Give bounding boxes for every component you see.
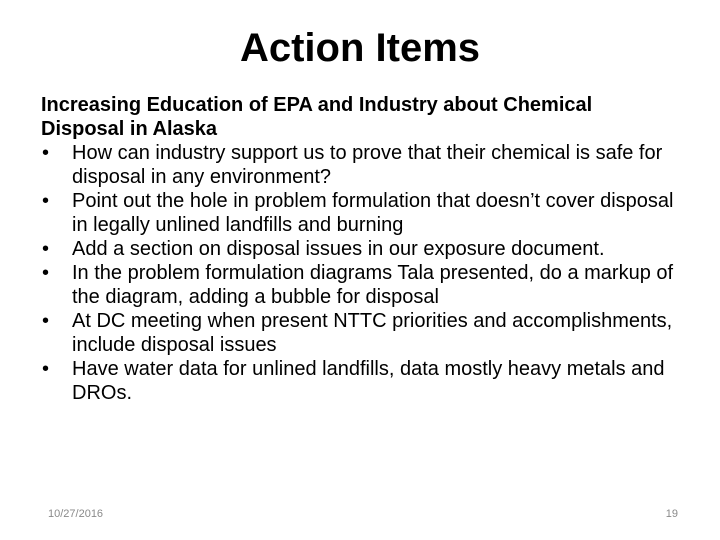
slide-number: 19	[665, 508, 678, 520]
bullet-item	[41, 309, 681, 357]
section-heading: Increasing Education of EPA and Industry about Chemical Disposal in Alaska	[41, 94, 593, 140]
footer-date: 10/27/2016	[48, 508, 104, 520]
bullet-item	[41, 261, 681, 309]
bullet-text: In the problem formulation diagrams Tala presented, do a markup of the diagram, adding a bubble for disposal	[72, 262, 674, 308]
bullet-text: Point out the hole in problem formulation that doesn’t cover disposal in legally unlined landfills and burning	[72, 190, 674, 236]
bullet-dot-icon: •	[42, 142, 50, 164]
bullet-text: Add a section on disposal issues in our exposure document.	[72, 238, 605, 260]
bullet-item	[41, 141, 681, 189]
bullet-dot-icon: •	[42, 262, 50, 284]
bullet-dot-icon: •	[42, 238, 50, 260]
bullet-item	[41, 189, 681, 237]
bullet-dot-icon: •	[42, 358, 50, 380]
bullet-text: How can industry support us to prove that their chemical is safe for disposal in any environment?	[72, 142, 663, 188]
bullet-dot-icon: •	[42, 310, 50, 332]
bullet-list	[41, 141, 681, 405]
slide-body	[41, 93, 681, 405]
bullet-item	[41, 357, 681, 405]
slide-title: Action Items	[239, 26, 481, 70]
bullet-text: At DC meeting when present NTTC priorities and accomplishments, include disposal issues	[72, 310, 673, 356]
bullet-dot-icon: •	[42, 190, 50, 212]
bullet-text: Have water data for unlined landfills, data mostly heavy metals and DROs.	[72, 358, 665, 404]
bullet-item	[41, 237, 681, 261]
